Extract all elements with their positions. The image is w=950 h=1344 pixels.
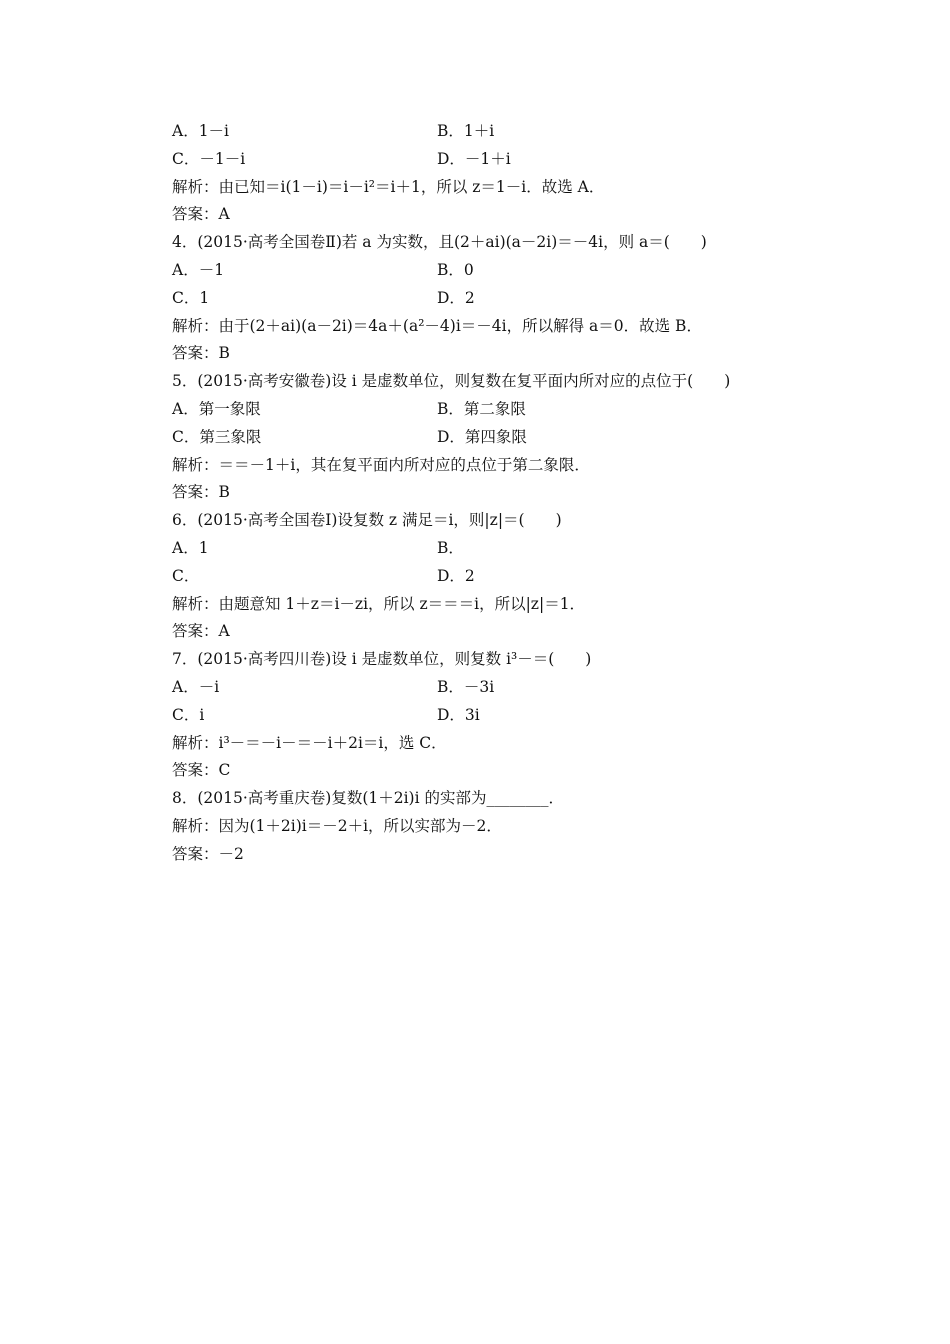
q6-question: 6．(2015·高考全国卷Ⅰ)设复数 z 满足＝i，则|z|＝( ) bbox=[172, 511, 562, 530]
q4-question: 4．(2015·高考全国卷Ⅱ)若 a 为实数，且(2＋ai)(a－2i)＝－4i，则 a＝( ) bbox=[172, 233, 707, 252]
q8-question: 8．(2015·高考重庆卷)复数(1＋2i)i 的实部为________． bbox=[172, 789, 564, 808]
q8-answer: 答案：－2 bbox=[172, 844, 244, 863]
q7-question: 7．(2015·高考四川卷)设 i 是虚数单位，则复数 i³－＝( ) bbox=[172, 650, 592, 669]
q7-analysis: 解析：i³－＝－i－＝－i＋2i＝i，选 C． bbox=[172, 733, 447, 752]
option-d: D．第四象限 bbox=[437, 427, 527, 446]
q3-answer: 答案：A bbox=[172, 205, 230, 224]
option-c: C． bbox=[172, 566, 200, 585]
q5-options-cd bbox=[172, 424, 792, 452]
option-a: A．1 bbox=[172, 538, 209, 557]
option-d: D．2 bbox=[437, 288, 475, 307]
option-b: B．0 bbox=[437, 260, 474, 279]
q6-options-ab bbox=[172, 535, 792, 563]
q4-answer: 答案：B bbox=[172, 344, 230, 363]
option-b: B．1＋i bbox=[437, 122, 495, 140]
q3-options-ab bbox=[172, 118, 792, 146]
option-c: C．1 bbox=[172, 288, 210, 307]
option-a: A．－i bbox=[172, 677, 220, 696]
q4-options-cd bbox=[172, 285, 792, 313]
document-page bbox=[172, 118, 792, 869]
option-a: A．第一象限 bbox=[172, 399, 261, 418]
option-c: C．－1－i bbox=[172, 149, 246, 168]
option-c: C．第三象限 bbox=[172, 427, 262, 446]
q6-analysis: 解析：由题意知 1＋z＝i－zi，所以 z＝＝＝i，所以|z|＝1． bbox=[172, 594, 586, 613]
q6-options-cd bbox=[172, 563, 792, 591]
option-c: C．i bbox=[172, 705, 205, 724]
option-d: D．3i bbox=[437, 705, 480, 724]
option-a: A．－1 bbox=[172, 260, 225, 279]
option-b: B． bbox=[437, 538, 464, 557]
q4-options-ab bbox=[172, 257, 792, 285]
q8-analysis: 解析：因为(1＋2i)i＝－2＋i，所以实部为－2． bbox=[172, 816, 502, 835]
option-d: D．2 bbox=[437, 566, 475, 585]
option-d: D．－1＋i bbox=[437, 149, 511, 168]
q5-answer: 答案：B bbox=[172, 483, 230, 502]
option-a: A．1－i bbox=[172, 122, 230, 140]
q7-options-cd bbox=[172, 702, 792, 730]
q6-answer: 答案：A bbox=[172, 622, 230, 641]
option-b: B．第二象限 bbox=[437, 399, 526, 418]
q5-analysis: 解析：＝＝－1＋i，其在复平面内所对应的点位于第二象限． bbox=[172, 455, 590, 474]
q5-options-ab bbox=[172, 396, 792, 424]
option-b: B．－3i bbox=[437, 677, 495, 696]
q3-analysis: 解析：由已知＝i(1－i)＝i－i²＝i＋1，所以 z＝1－i．故选 A． bbox=[172, 177, 605, 196]
q7-options-ab bbox=[172, 674, 792, 702]
q5-question: 5．(2015·高考安徽卷)设 i 是虚数单位，则复数在复平面内所对应的点位于( ) bbox=[172, 372, 731, 391]
q4-analysis: 解析：由于(2＋ai)(a－2i)＝4a＋(a²－4)i＝－4i，所以解得 a＝0．故选 B． bbox=[172, 316, 702, 335]
q3-options-cd bbox=[172, 146, 792, 174]
q7-answer: 答案：C bbox=[172, 761, 231, 780]
